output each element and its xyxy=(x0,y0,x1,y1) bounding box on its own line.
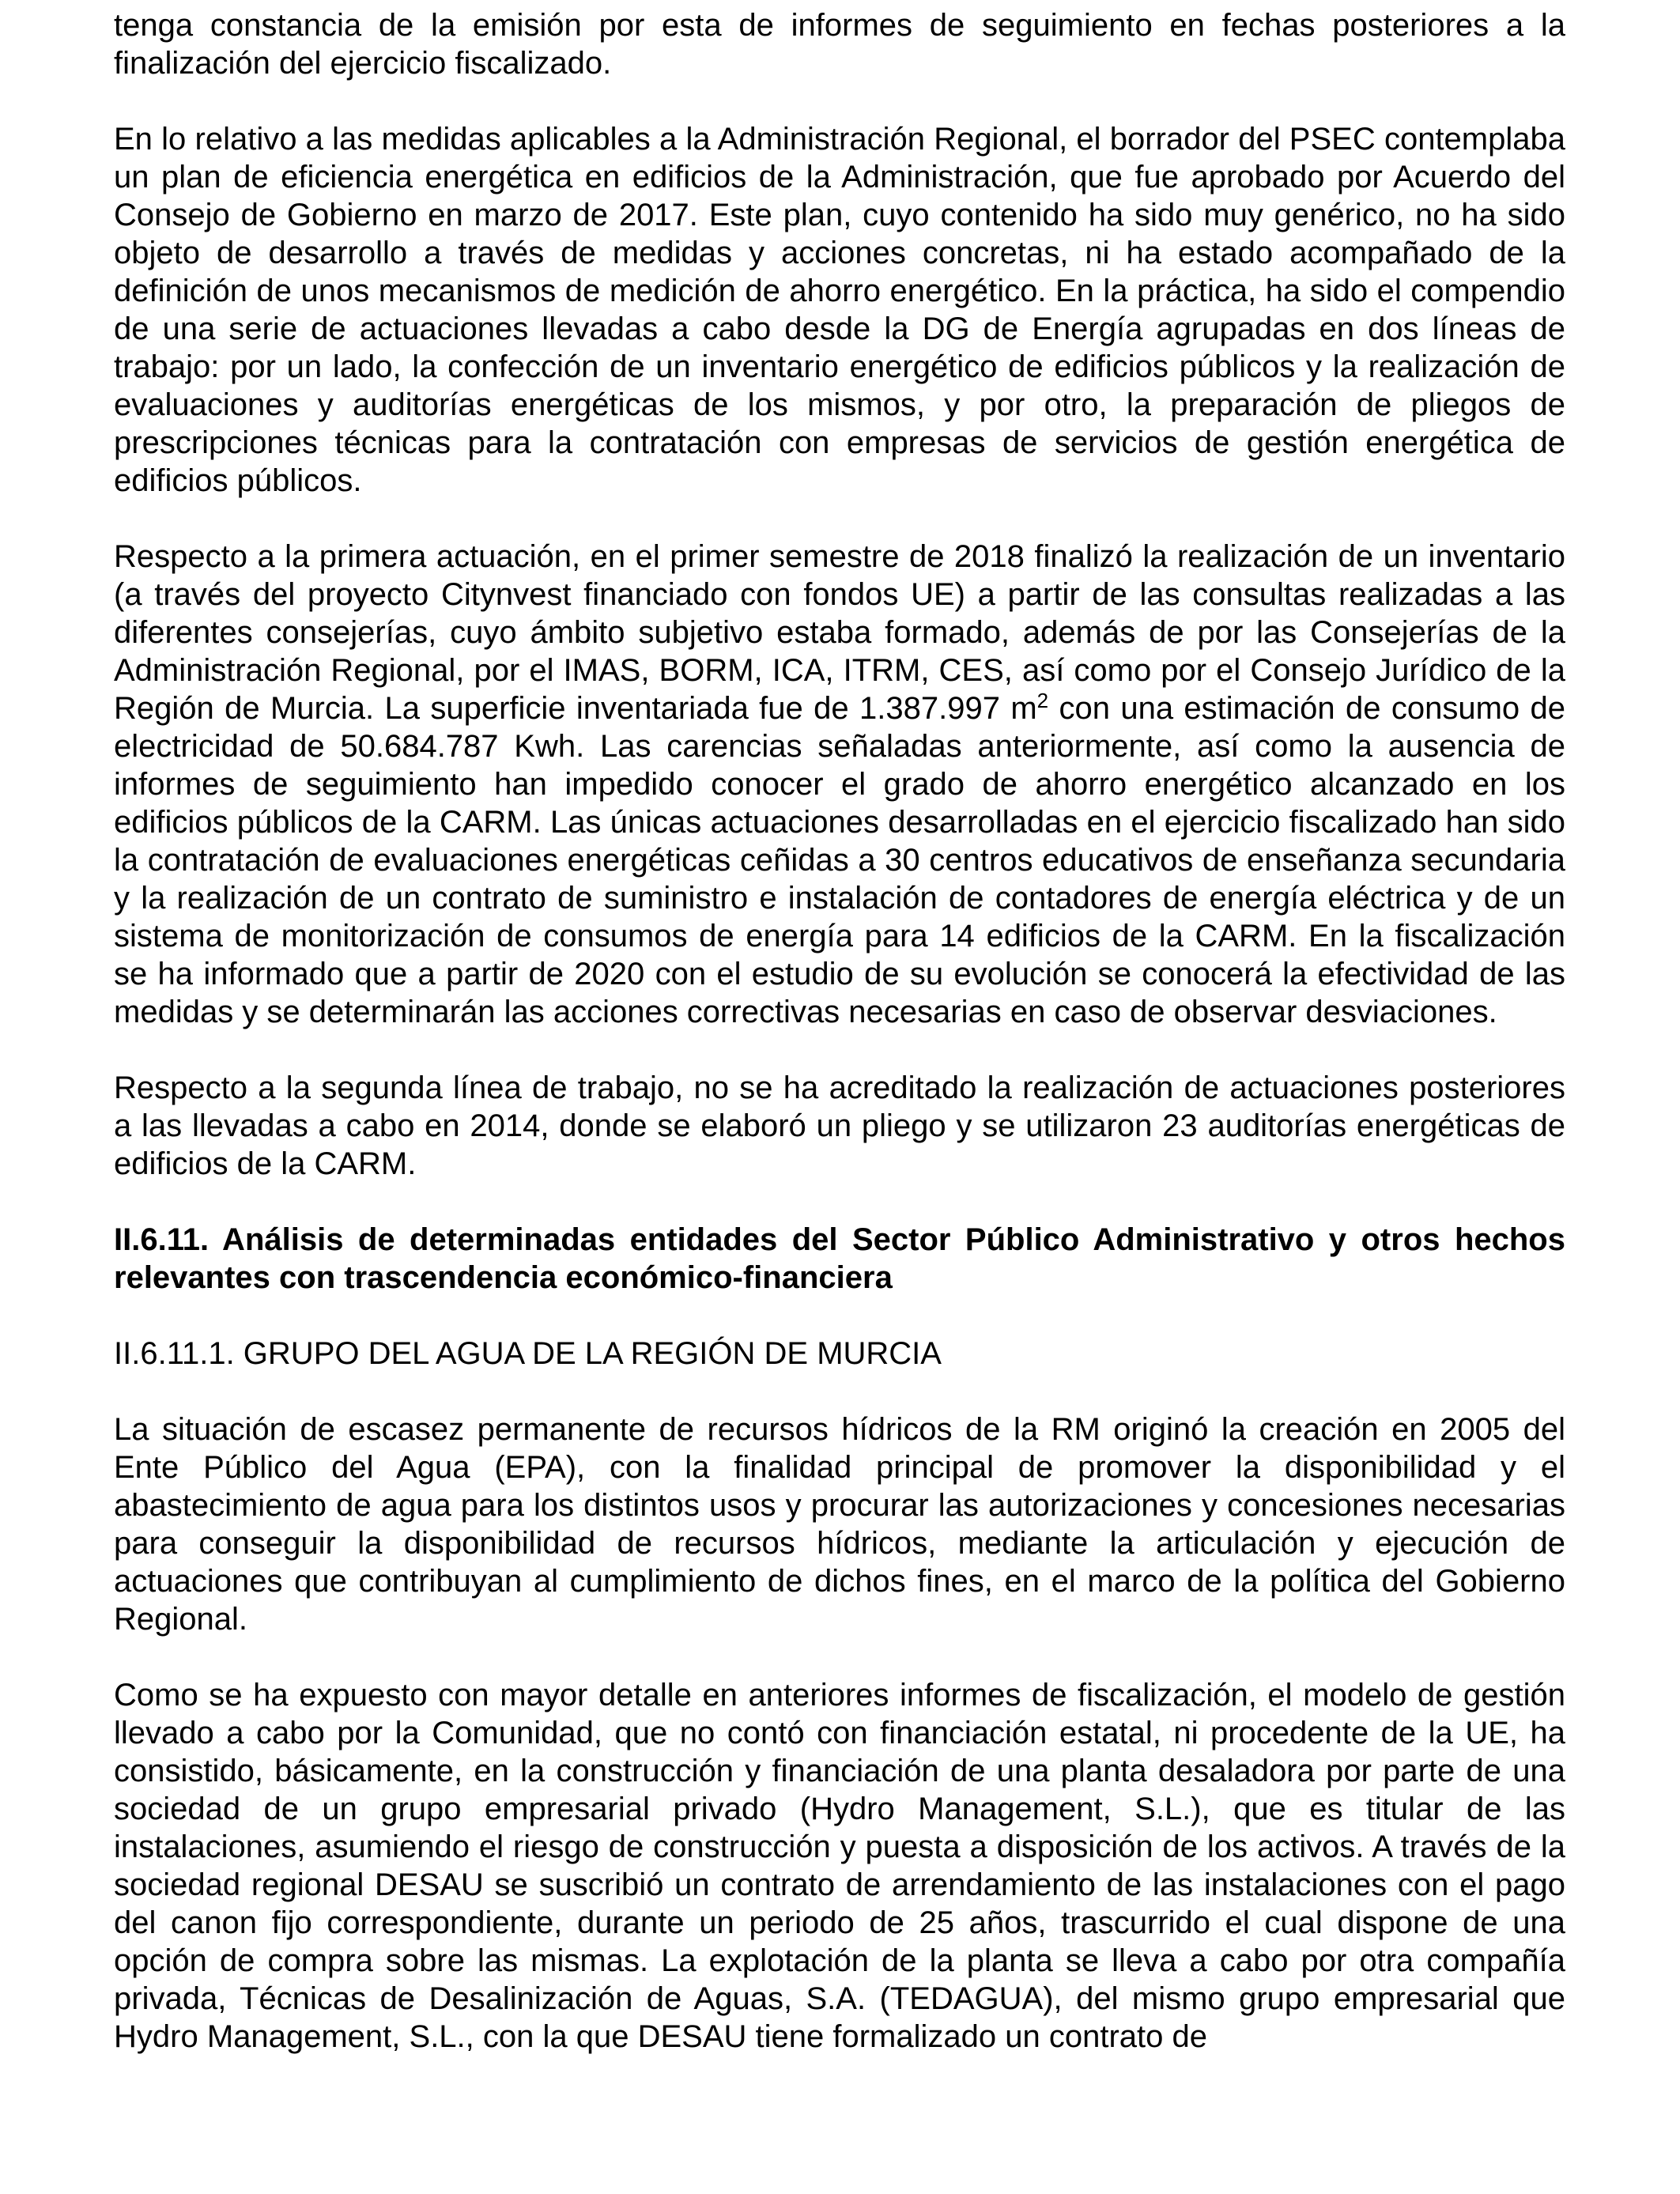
paragraph-inventory-text-2: con una estimación de consumo de electricidad de 50.684.787 Kwh. Las carencias señaladas anteriormente, así como la ausencia de informes de seguimiento han impedido conocer el grado de ahorro energético alcanzado en los edificios públicos de la CARM. Las únicas actuaciones desarrolladas en el ejercicio fiscalizado han sido la contratación de evaluaciones energéticas ceñidas a 30 centros educativos de enseñanza secundaria y la realización de un contrato de suministro e instalación de contadores de energía eléctrica y de un sistema de monitorización de consumos de energía para 14 edificios de la CARM. En la fiscalización se ha informado que a partir de 2020 con el estudio de su evolución se conocerá la efectividad de las medidas y se determinarán las acciones correctivas necesarias en caso de observar desviaciones. xyxy=(114,691,1565,1029)
superscript-two: 2 xyxy=(1036,689,1049,712)
section-heading: II.6.11. Análisis de determinadas entidades del Sector Público Administrativo y otros hechos relevantes con trascendencia económico-financiera xyxy=(114,1222,1565,1295)
paragraph-inventory xyxy=(114,538,1565,1031)
paragraph-second-line: Respecto a la segunda línea de trabajo, no se ha acreditado la realización de actuaciones posteriores a las llevadas a cabo en 2014, donde se elaboró un pliego y se utilizaron 23 auditorías energéticas de edificios de la CARM. xyxy=(114,1071,1565,1181)
paragraph-continuation: tenga constancia de la emisión por esta de informes de seguimiento en fechas posteriores a la finalización del ejercicio fiscalizado. xyxy=(114,8,1565,81)
paragraph-efficiency-plan: En lo relativo a las medidas aplicables a la Administración Regional, el borrador del PSEC contemplaba un plan de eficiencia energética en edificios de la Administración, que fue aprobado por Acuerdo del Consejo de Gobierno en marzo de 2017. Este plan, cuyo contenido ha sido muy genérico, no ha sido objeto de desarrollo a través de medidas y acciones concretas, ni ha estado acompañado de la definición de unos mecanismos de medición de ahorro energético. En la práctica, ha sido el compendio de una serie de actuaciones llevadas a cabo desde la DG de Energía agrupadas en dos líneas de trabajo: por un lado, la confección de un inventario energético de edificios públicos y la realización de evaluaciones y auditorías energéticas de los mismos, y por otro, la preparación de pliegos de prescripciones técnicas para la contratación con empresas de servicios de gestión energética de edificios públicos. xyxy=(114,122,1565,498)
subsection-heading: II.6.11.1. GRUPO DEL AGUA DE LA REGIÓN DE MURCIA xyxy=(114,1336,942,1371)
document-page xyxy=(114,6,1565,2056)
paragraph-management-model: Como se ha expuesto con mayor detalle en anteriores informes de fiscalización, el modelo de gestión llevado a cabo por la Comunidad, que no contó con financiación estatal, ni procedente de la UE, ha consistido, básicamente, en la construcción y financiación de una planta desaladora por parte de una sociedad de un grupo empresarial privado (Hydro Management, S.L.), que es titular de las instalaciones, asumiendo el riesgo de construcción y puesta a disposición de los activos. A través de la sociedad regional DESAU se suscribió un contrato de arrendamiento de las instalaciones con el pago del canon fijo correspondiente, durante un periodo de 25 años, trascurrido el cual dispone de una opción de compra sobre las mismas. La explotación de la planta se lleva a cabo por otra compañía privada, Técnicas de Desalinización de Aguas, S.A. (TEDAGUA), del mismo grupo empresarial que Hydro Management, S.L., con la que DESAU tiene formalizado un contrato de xyxy=(114,1678,1565,2054)
paragraph-inventory-text-1: Respecto a la primera actuación, en el primer semestre de 2018 finalizó la realización de un inventario (a través del proyecto Citynvest financiado con fondos UE) a partir de las consultas realizadas a las diferentes consejerías, cuyo ámbito subjetivo estaba formado, además de por las Consejerías de la Administración Regional, por el IMAS, BORM, ICA, ITRM, CES, así como por el Consejo Jurídico de la Región de Murcia. La superficie inventariada fue de 1.387.997 m xyxy=(114,539,1565,726)
paragraph-water-scarcity: La situación de escasez permanente de recursos hídricos de la RM originó la creación en 2005 del Ente Público del Agua (EPA), con la finalidad principal de promover la disponibilidad y el abastecimiento de agua para los distintos usos y procurar las autorizaciones y concesiones necesarias para conseguir la disponibilidad de recursos hídricos, mediante la articulación y ejecución de actuaciones que contribuyan al cumplimiento de dichos fines, en el marco de la política del Gobierno Regional. xyxy=(114,1412,1565,1637)
